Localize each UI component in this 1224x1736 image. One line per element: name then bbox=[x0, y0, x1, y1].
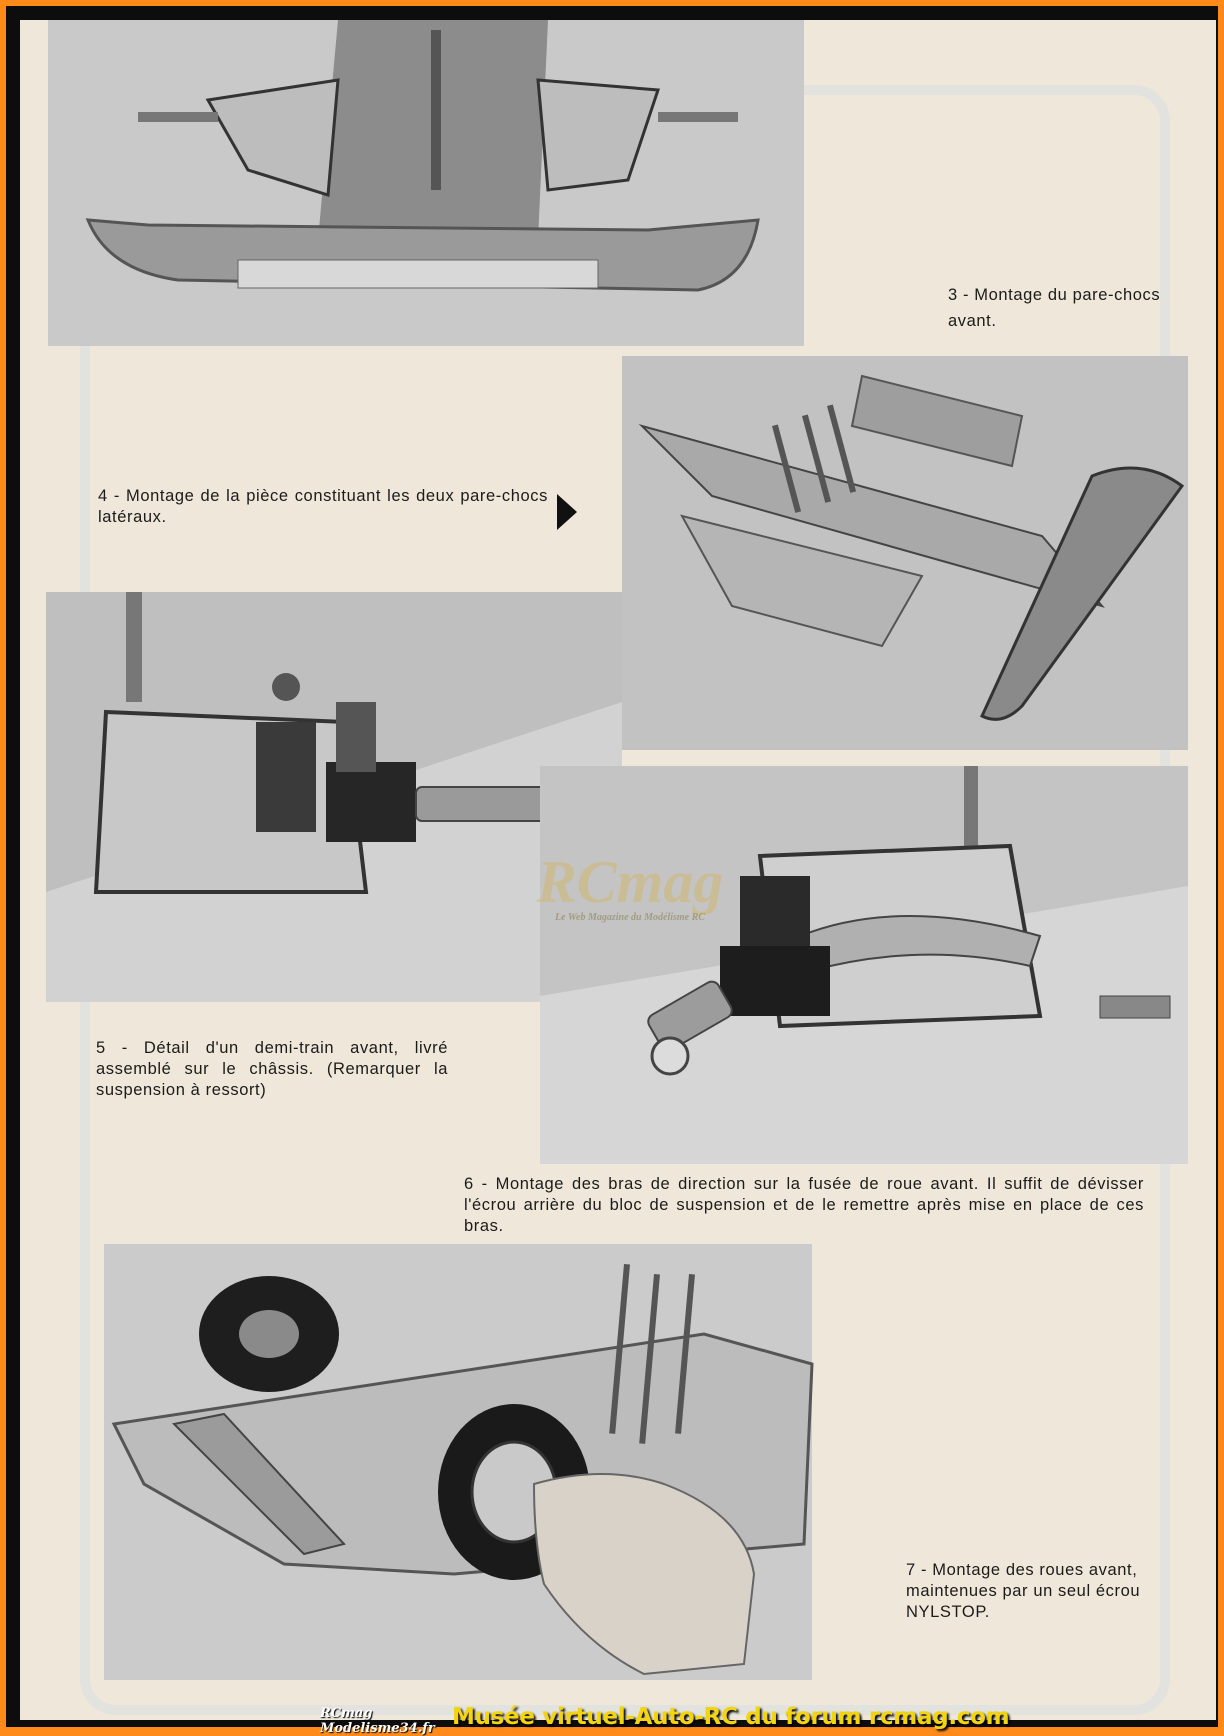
footer-logo-bottom: Modelisme34.fr bbox=[320, 1721, 435, 1736]
photo-front-bumper bbox=[48, 20, 804, 346]
footer-museum-link[interactable]: Musée virtuel-Auto-RC du forum rcmag.com bbox=[452, 1704, 1010, 1730]
photo-half-train bbox=[46, 592, 622, 1002]
photo-front-wheels bbox=[104, 1244, 812, 1680]
photo-steering-arms bbox=[540, 766, 1188, 1164]
photo-side-bumpers bbox=[622, 356, 1188, 750]
watermark-title: RCmag bbox=[536, 849, 724, 915]
footer-logo[interactable] bbox=[320, 1706, 435, 1736]
page-frame bbox=[6, 6, 1218, 1736]
rcmag-watermark bbox=[480, 849, 780, 923]
caption-4: 4 - Montage de la pièce constituant les deux pare-chocs latéraux. bbox=[98, 487, 548, 526]
caption-5: 5 - Détail d'un demi-train avant, livré assemblé sur le châssis. (Remarquer la suspension à ressort) bbox=[96, 1039, 448, 1099]
caption-3: 3 - Montage du pare-chocs avant. bbox=[948, 286, 1161, 330]
footer-logo-top: RCmag bbox=[320, 1706, 373, 1721]
caption-6: 6 - Montage des bras de direction sur la fusée de roue avant. Il suffit de dévisser l'écrou arrière du bloc de suspension et de le remettre après mise en place de ces bras. bbox=[464, 1175, 1144, 1235]
watermark-tagline: Le Web Magazine du Modélisme RC bbox=[555, 912, 705, 923]
triangle-right-icon bbox=[557, 494, 577, 530]
magazine-page bbox=[20, 20, 1216, 1736]
caption-7: 7 - Montage des roues avant, maintenues par un seul écrou NYLSTOP. bbox=[906, 1561, 1141, 1621]
